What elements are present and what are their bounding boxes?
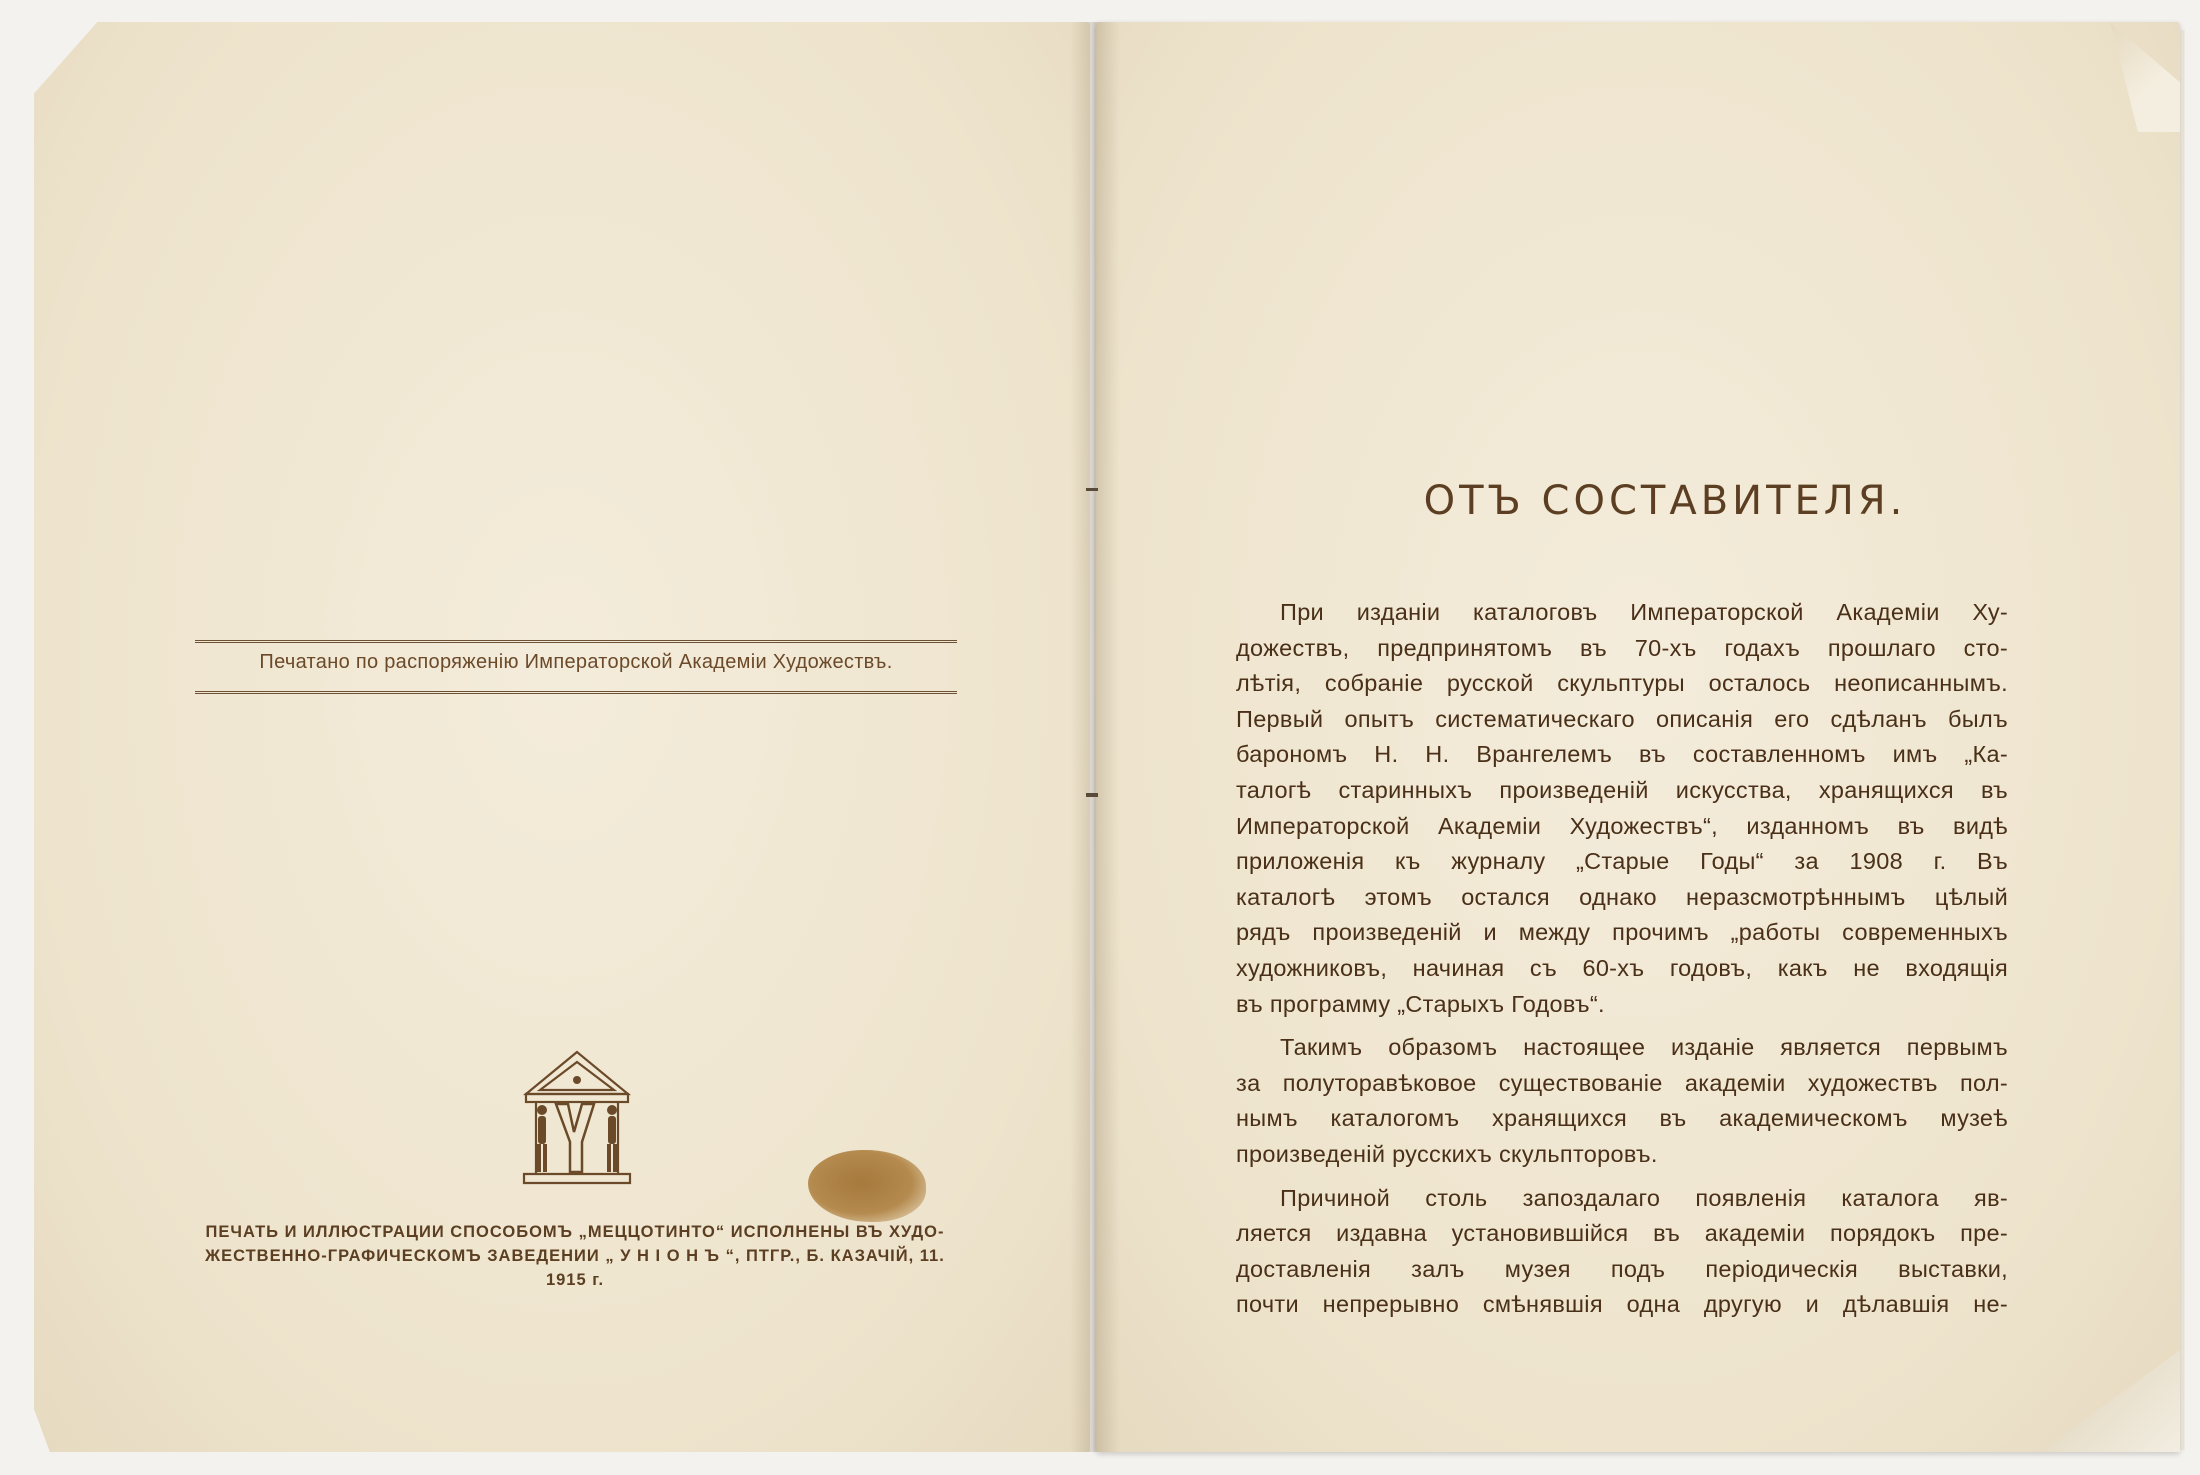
text-line: приложенія къ журналу „Старые Годы“ за 1908 г. Въ: [1236, 848, 2008, 875]
printer-note: [190, 1220, 960, 1292]
text-line: въ программу „Старыхъ Годовъ“.: [1236, 990, 1605, 1017]
printer-note-line: ПЕЧАТЬ И ИЛЛЮСТРАЦИИ СПОСОБОМЪ „МЕЦЦОТИНТО“ ИСПОЛНЕНЫ ВЪ ХУДО-: [205, 1223, 945, 1241]
publisher-emblem-icon: [522, 1050, 632, 1185]
paragraph: [1236, 1181, 2008, 1323]
text-line: рядъ произведеній и между прочимъ „работы современныхъ: [1236, 919, 2008, 946]
text-line: ляется издавна установившійся въ академіи порядокъ пре-: [1236, 1220, 2008, 1247]
text-line: Императорской Академіи Художествъ“, изданномъ въ видѣ: [1236, 812, 2008, 839]
text-line: за полуторавѣковое существованіе академіи художествъ пол-: [1236, 1069, 2008, 1096]
printer-note-line: 1915 г.: [545, 1271, 605, 1289]
text-line: Такимъ образомъ настоящее изданіе является первымъ: [1280, 1034, 2008, 1061]
text-line: почти непрерывно смѣнявшія одна другую и дѣлавшія не-: [1236, 1291, 2008, 1318]
printer-note-line: ЖЕСТВЕННО-ГРАФИЧЕСКОМЪ ЗАВЕДЕНИИ „ У Н І О Н Ъ “, ПТГР., Б. КАЗАЧІЙ, 11.: [205, 1247, 945, 1265]
spine-stitch: [1086, 488, 1098, 491]
text-line: нымъ каталогомъ хранящихся въ академическомъ музеѣ: [1236, 1105, 2008, 1132]
text-line: лѣтія, собраніе русской скульптуры осталось неописаннымъ.: [1236, 670, 2008, 697]
imprint-box: [195, 640, 957, 694]
text-line: барономъ Н. Н. Врангелемъ въ составленномъ имъ „Ка-: [1236, 741, 2008, 768]
text-line: каталогѣ этомъ остался однако неразсмотрѣннымъ цѣлый: [1236, 883, 2008, 910]
paragraph: [1236, 1030, 2008, 1172]
text-line: Причиной столь запоздалаго появленія каталога яв-: [1280, 1184, 2008, 1211]
text-line: доставленія залъ музея подъ періодическія выставки,: [1236, 1255, 2008, 1282]
paragraph: [1236, 595, 2008, 1022]
body-text: [1236, 595, 2008, 1323]
spine-stitch: [1086, 793, 1098, 797]
text-line: художниковъ, начиная съ 60-хъ годовъ, какъ не входящія: [1236, 954, 2008, 981]
page-heading: ОТЪ СОСТАВИТЕЛЯ.: [1423, 478, 1907, 524]
text-line: При изданіи каталоговъ Императорской Академіи Ху-: [1280, 599, 2008, 625]
text-line: произведеній русскихъ скульпторовъ.: [1236, 1140, 1658, 1167]
book-spine: [1070, 22, 1120, 1452]
imprint-text: Печатано по распоряженію Императорской Академіи Художествъ.: [259, 651, 893, 673]
text-line: Первый опытъ систематическаго описанія его сдѣланъ былъ: [1236, 705, 2008, 732]
text-line: талогѣ старинныхъ произведеній искусства, хранящихся въ: [1236, 776, 2008, 803]
text-line: дожествъ, предпринятомъ въ 70-хъ годахъ прошлаго сто-: [1236, 634, 2008, 661]
